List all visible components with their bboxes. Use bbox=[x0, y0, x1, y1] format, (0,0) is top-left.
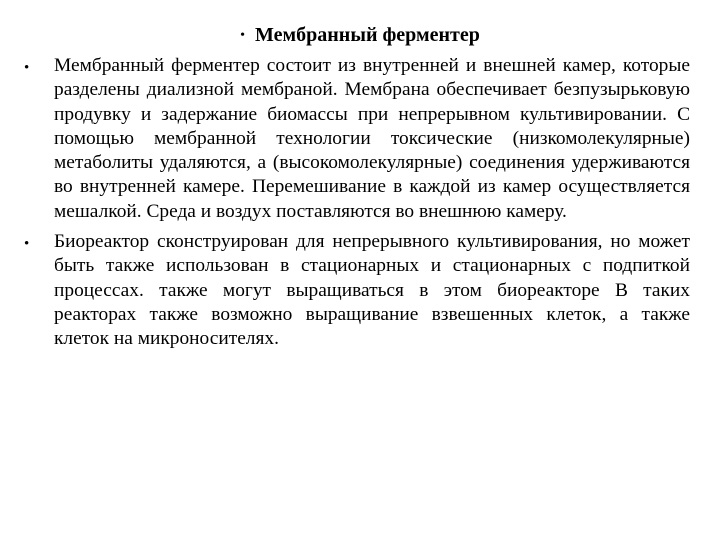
bullet-text: Биореактор сконструирован для непрерывного культивирования, но может быть также использован в стационарных и стационарных с подпиткой процессах. также могут выращиваться в этом биореакторе В таких реакторах также возможно выращивание взвешенных клеток, а также клеток на микроносителях. bbox=[54, 231, 690, 350]
slide-title: Мембранный ферментер bbox=[255, 24, 480, 46]
slide-body bbox=[24, 54, 690, 358]
title-bullet-icon: • bbox=[240, 28, 246, 43]
bullet-icon: • bbox=[24, 60, 30, 76]
bullet-text: Мембранный ферментер состоит из внутренней и внешней камер, которые разделены диализной мембраной. Мембрана обеспечивает безпузырьковую продувку и задержание биомассы при непрерывном культивировании. С помощью мембранной технологии токсические (низкомолекулярные) метаболиты удаляются, а (высокомолекулярные) соединения удерживаются во внутренней камере. Перемешивание в каждой из камер осуществляется мешалкой. Среда и воздух поставляются во внешнюю камеру. bbox=[54, 55, 690, 222]
bullet-icon: • bbox=[24, 236, 30, 253]
bullet-item-bioreactor bbox=[24, 230, 690, 351]
slide-title-row bbox=[0, 20, 720, 51]
bullet-item-membrane-fermenter bbox=[24, 54, 690, 224]
